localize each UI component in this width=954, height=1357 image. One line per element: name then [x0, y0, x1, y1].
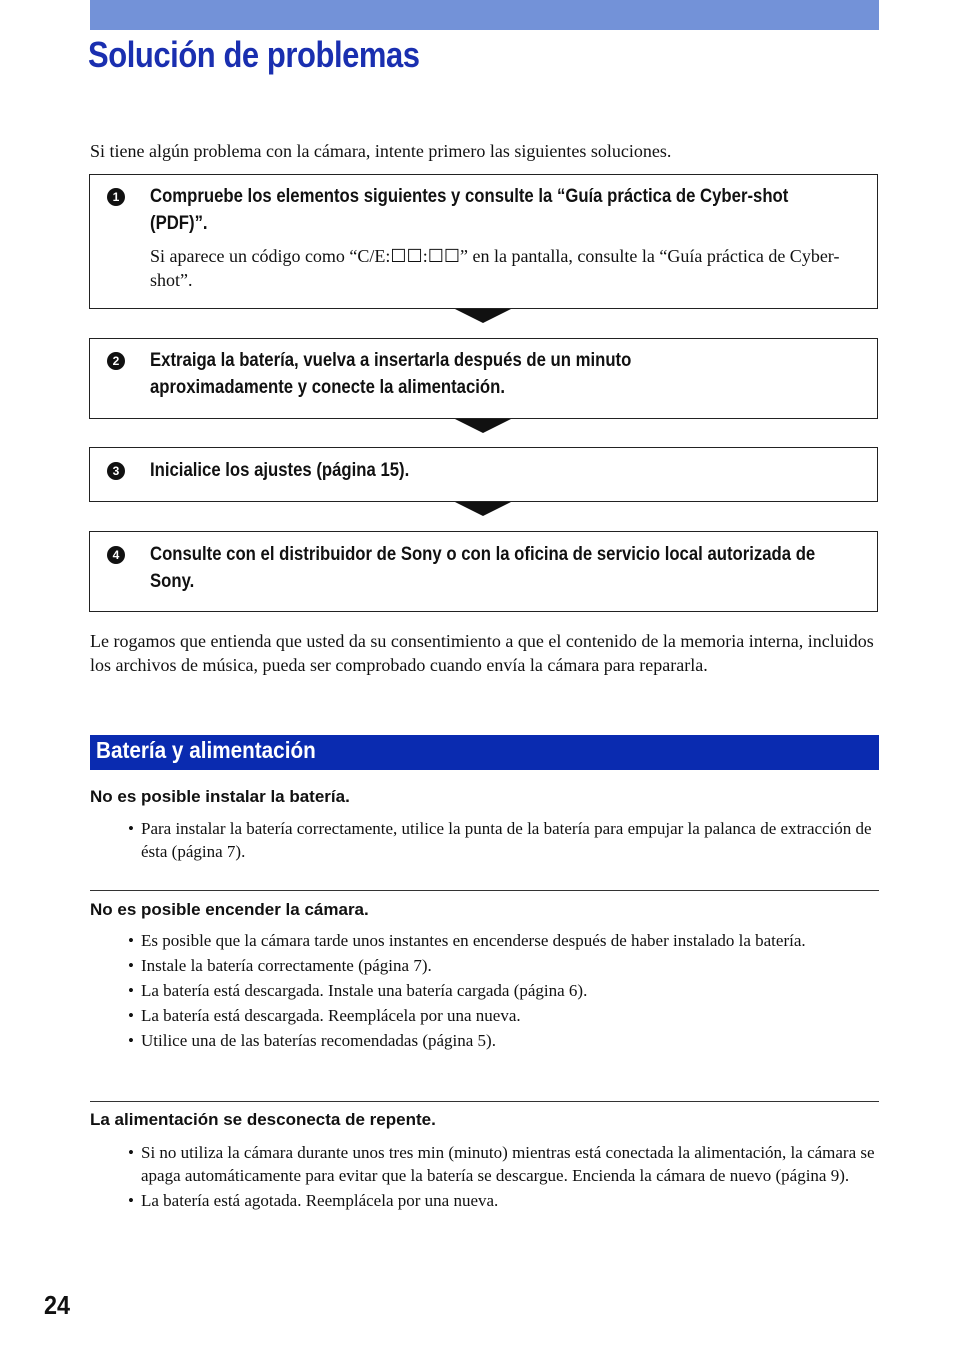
problem-3-solutions [128, 1141, 878, 1214]
problem-1-solutions [128, 817, 878, 865]
intro-text: Si tiene algún problema con la cámara, intente primero las siguientes soluciones. [90, 141, 672, 161]
problem-1-title: No es posible instalar la batería. [90, 787, 350, 806]
flow-arrow-2 [455, 419, 511, 433]
divider [90, 890, 879, 891]
step-3-box [89, 447, 878, 502]
problem-2-title: No es posible encender la cámara. [90, 900, 369, 919]
section-title: Batería y alimentación [96, 737, 316, 763]
step-3-number: 3 [107, 462, 125, 480]
page-number: 24 [44, 1290, 71, 1320]
divider [90, 1101, 879, 1102]
flow-arrow-3 [455, 502, 511, 516]
solution-item: • La batería está agotada. Reemplácela por una nueva. [128, 1189, 878, 1212]
solution-item: • Para instalar la batería correctamente, utilice la punta de la batería para empujar la palanca de extracción de ésta (página 7). [128, 817, 878, 863]
problem-3-title: La alimentación se desconecta de repente. [90, 1110, 436, 1129]
step-2-number: 2 [107, 352, 125, 370]
solution-item: • La batería está descargada. Instale una batería cargada (página 6). [128, 979, 878, 1002]
consent-note: Le rogamos que entienda que usted da su consentimiento a que el contenido de la memoria interna, incluidos los archivos de música, pueda ser comprobado cuando envía la cámara para repararla. [90, 631, 874, 675]
step-2-box [89, 338, 878, 419]
solution-item: • Utilice una de las baterías recomendadas (página 5). [128, 1029, 878, 1052]
step-4-title: Consulte con el distribuidor de Sony o con la oficina de servicio local autorizada de Sony. [150, 544, 816, 592]
step-1-title: Compruebe los elementos siguientes y consulte la “Guía práctica de Cyber-shot (PDF)”. [150, 186, 789, 234]
step-1-body: Si aparece un código como “C/E:☐☐:☐☐” en la pantalla, consulte la “Guía práctica de Cyber-shot”. [150, 246, 840, 290]
step-4-number: 4 [107, 546, 125, 564]
page-title: Solución de problemas [88, 34, 420, 75]
step-3-title: Inicialice los ajustes (página 15). [150, 460, 410, 481]
step-1-box [89, 174, 878, 309]
step-4-box [89, 531, 878, 612]
step-1-number: 1 [107, 188, 125, 206]
solution-item: • Si no utiliza la cámara durante unos tres min (minuto) mientras está conectada la alimentación, la cámara se apaga automáticamente para evitar que la batería se descargue. Encienda la cámara de nuevo (página 9). [128, 1141, 878, 1187]
solution-item: • Es posible que la cámara tarde unos instantes en encenderse después de haber instalado la batería. [128, 929, 878, 952]
solution-item: • La batería está descargada. Reemplácela por una nueva. [128, 1004, 878, 1027]
section-header [90, 735, 879, 770]
header-accent-bar [90, 0, 879, 30]
step-2-title: Extraiga la batería, vuelva a insertarla después de un minuto aproximadamente y conecte la alimentación. [150, 350, 632, 398]
solution-item: • Instale la batería correctamente (página 7). [128, 954, 878, 977]
problem-2-solutions [128, 929, 878, 1054]
flow-arrow-1 [455, 309, 511, 323]
